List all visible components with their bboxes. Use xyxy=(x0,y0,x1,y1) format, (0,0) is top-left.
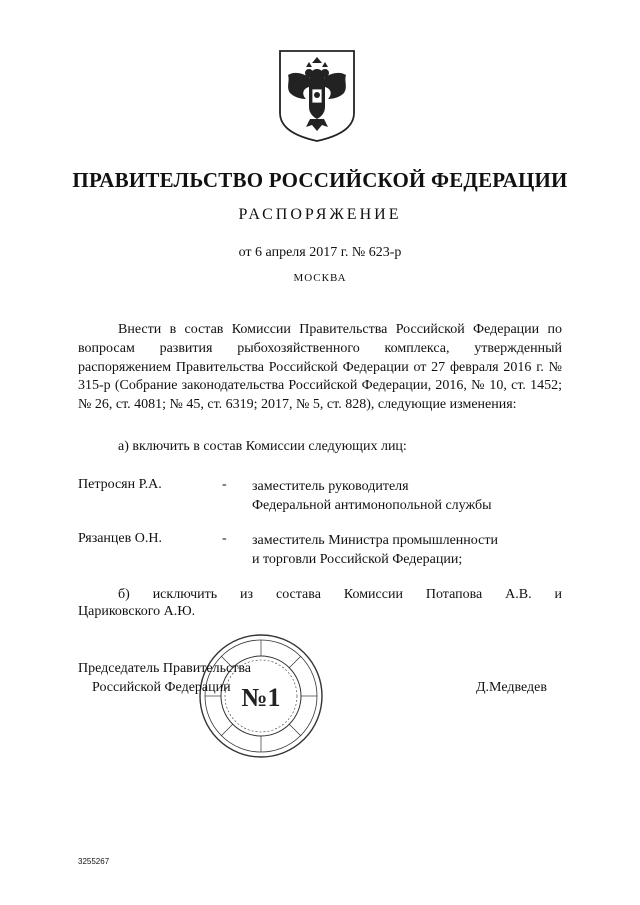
document-date-number: от 6 апреля 2017 г. № 623-р xyxy=(238,245,402,260)
member-role-line: заместитель руководителя xyxy=(252,479,409,494)
member-role xyxy=(252,477,491,515)
intro-paragraph: Внести в состав Комиссии Правительства Российской Федерации по вопросам развития рыбохозяйственного комплекса, утвержденный распоряжением Правительства Российской Федерации от 27 февраля 2016 г. № 315-р (Собрание законодательства Российской Федерации, 2016, № 10, ст. 1452; № 26, ст. 4081; № 45, ст. 6319; 2017, № 5, ст. 828), следующие изменения: xyxy=(78,322,562,413)
member-name: Петросян Р.А. xyxy=(78,477,162,492)
signer-name: Д.Медведев xyxy=(476,680,547,695)
member-role-line: заместитель Министра промышленности xyxy=(252,533,498,548)
member-name: Рязанцев О.Н. xyxy=(78,531,162,546)
official-seal-stamp xyxy=(196,631,326,761)
signer-position-line: Председатель Правительства xyxy=(78,661,251,676)
russian-coat-of-arms-icon xyxy=(276,47,358,143)
member-role-line: и торговли Российской Федерации; xyxy=(252,552,463,567)
government-title: ПРАВИТЕЛЬСТВО РОССИЙСКОЙ ФЕДЕРАЦИИ xyxy=(72,168,568,192)
item-b-continuation: Цариковского А.Ю. xyxy=(78,604,196,619)
document-type: РАСПОРЯЖЕНИЕ xyxy=(238,206,402,223)
document-code: 3255267 xyxy=(78,857,110,866)
member-role xyxy=(252,531,498,569)
member-dash: - xyxy=(222,531,227,546)
document-city: МОСКВА xyxy=(293,272,347,284)
member-role-line: Федеральной антимонопольной службы xyxy=(252,498,492,513)
member-dash: - xyxy=(222,477,227,492)
seal-number: №1 xyxy=(241,683,281,712)
item-a: а) включить в состав Комиссии следующих лиц: xyxy=(118,439,407,454)
signer-position-line: Российской Федерации xyxy=(92,680,231,695)
item-b: б) исключить из состава Комиссии Потапова А.В. и xyxy=(118,587,562,602)
